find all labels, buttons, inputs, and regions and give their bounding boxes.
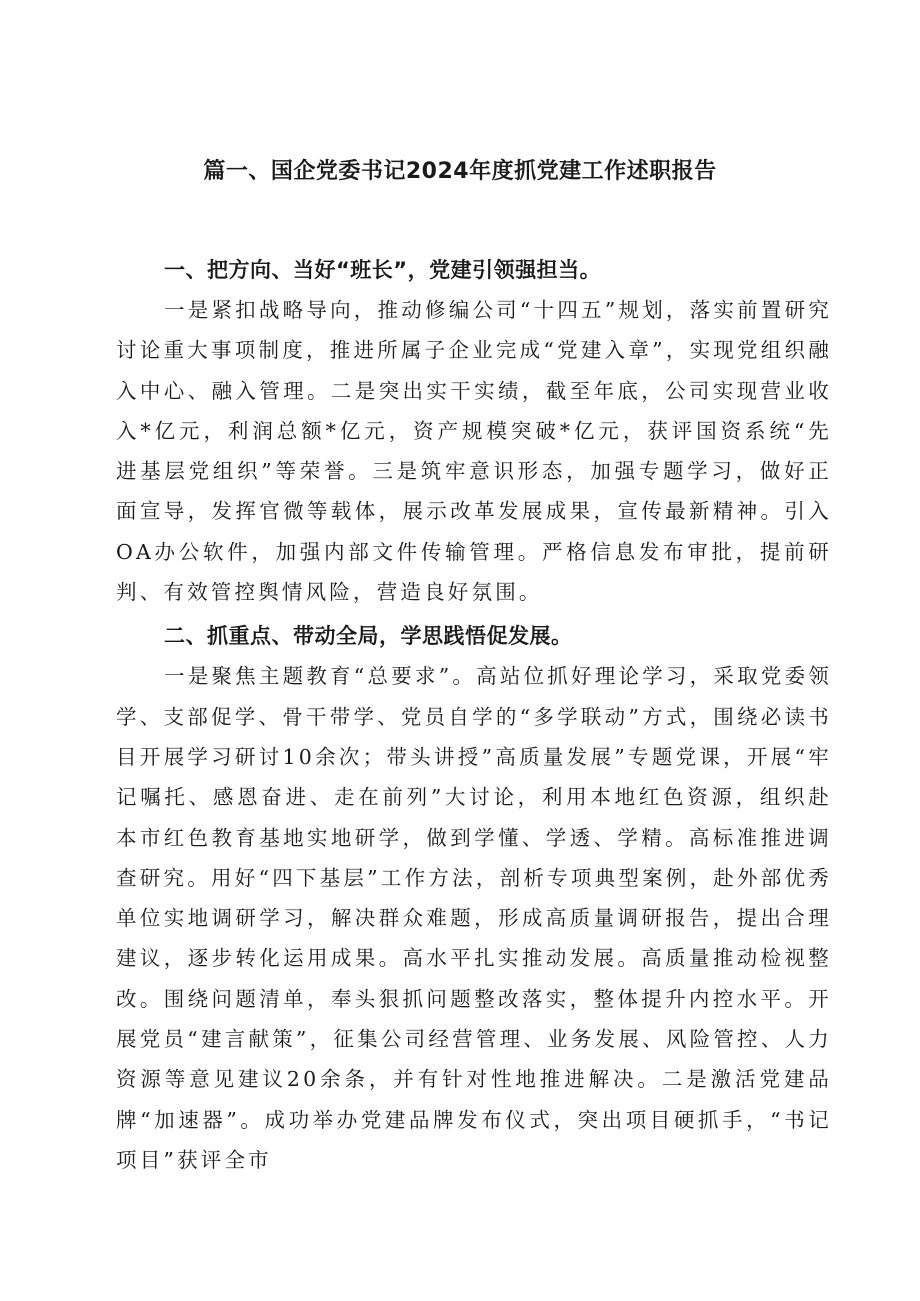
section-paragraph-1: 一是紧扣战略导向，推动修编公司“十四五”规划，落实前置研究讨论重大事项制度，推进所属子企业完成“党建入章”，实现党组织融入中心、融入管理。二是突出实干实绩，截至年底，公司实现营业收入*亿元，利润总额*亿元，资产规模突破*亿元，获评国资系统“先进基层党组织”等荣誉。三是筑牢意识形态，加强专题学习，做好正面宣导，发挥官微等载体，展示改革发展成果，宣传最新精神。引入OA办公软件，加强内部文件传输管理。严格信息发布审批，提前研判、有效管控舆情风险，营造良好氛围。: [116, 298, 832, 605]
document-title: 篇一、国企党委书记2024年度抓党建工作述职报告: [203, 159, 717, 184]
section-paragraph-2: 一是聚焦主题教育“总要求”。高站位抓好理论学习，采取党委领学、支部促学、骨干带学、党员自学的“多学联动”方式，围绕必读书目开展学习研讨10余次；带头讲授”高质量发展”专题党课，开展“牢记嘱托、感恩奋进、走在前列”大讨论，利用本地红色资源，组织赴本市红色教育基地实地研学，做到学懂、学透、学精。高标准推进调查研究。用好“四下基层”工作方法，剖析专项典型案例，赴外部优秀单位实地调研学习，解决群众难题，形成高质量调研报告，提出合理建议，逐步转化运用成果。高水平扎实推动发展。高质量推动检视整改。围绕问题清单，奉头狠抓问题整改落实，整体提升内控水平。开展党员“建言献策”，征集公司经营管理、业务发展、风险管控、人力资源等意见建议20余条，并有针对性地推进解决。二是激活党建品牌“加速器”。成功举办党建品牌发布仪式，突出项目硬抓手，“书记项目”获评全市: [116, 664, 832, 1172]
section-heading-2: 二、抓重点、带动全局，学思践悟促发展。: [164, 624, 573, 649]
section-heading-1: 一、把方向、当好“班长”，党建引领强担当。: [164, 258, 602, 282]
document-body: [116, 250, 832, 1180]
